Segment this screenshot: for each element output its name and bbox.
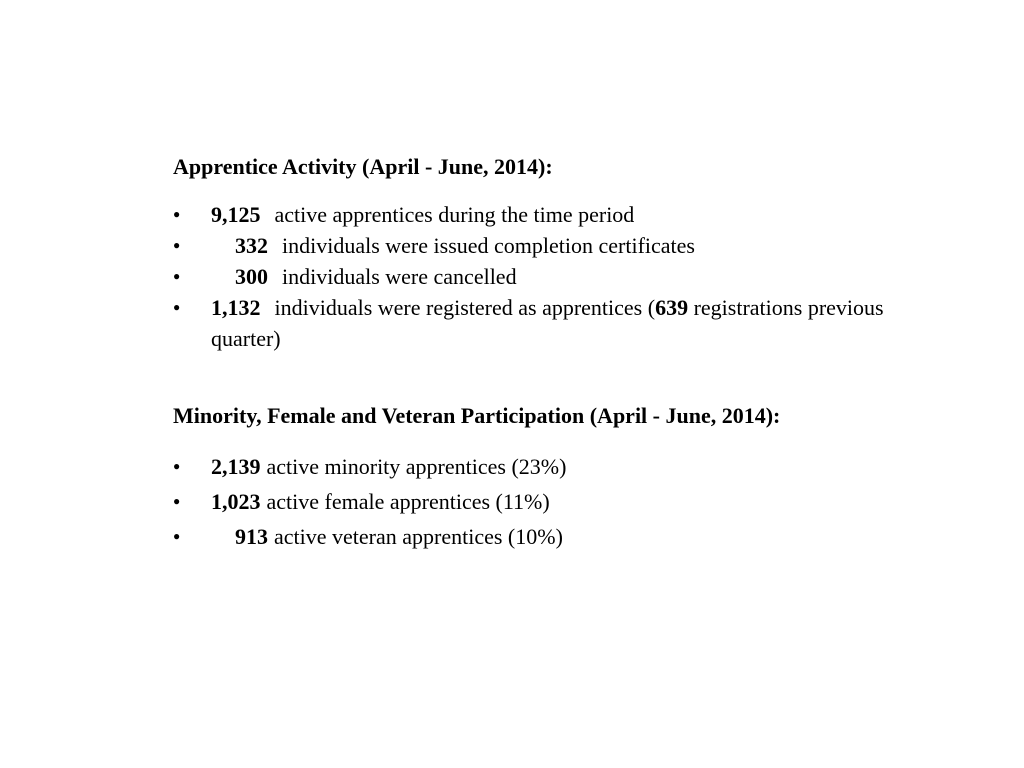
list-item [173, 230, 913, 261]
list-item-text: active veteran apprentices (10%) [274, 524, 563, 549]
list-item-text: registrations previous quarter) [211, 295, 884, 351]
list-item [173, 484, 913, 519]
list-item-text: active apprentices during the time period [274, 202, 635, 227]
bullet-icon: ● [173, 494, 181, 508]
list-item [173, 449, 913, 484]
list-item-text: active minority apprentices (23%) [266, 454, 567, 479]
list-item [173, 261, 913, 292]
bullet-icon: ● [173, 459, 181, 473]
list-item [173, 199, 913, 230]
list-item-text: individuals were cancelled [282, 264, 517, 289]
apprentice-activity-list [173, 199, 913, 354]
registered-count: 1,132 [211, 295, 261, 320]
participation-list [173, 449, 913, 554]
completion-certificates-count: 332 [235, 233, 268, 258]
female-count: 1,023 [211, 489, 261, 514]
active-apprentices-count: 9,125 [211, 202, 261, 227]
minority-count: 2,139 [211, 454, 261, 479]
bullet-icon: ● [173, 238, 181, 252]
previous-quarter-count: 639 [655, 295, 689, 320]
list-item-text: active female apprentices (11%) [266, 489, 550, 514]
list-item-text: individuals were issued completion certificates [282, 233, 695, 258]
list-item [173, 292, 913, 354]
bullet-icon: ● [173, 207, 181, 221]
list-item-text: individuals were registered as apprentices ( [274, 295, 656, 320]
veteran-count: 913 [235, 524, 268, 549]
cancelled-count: 300 [235, 264, 268, 289]
list-item [173, 519, 913, 554]
apprentice-activity-heading: Apprentice Activity (April - June, 2014): [173, 154, 553, 179]
bullet-icon: ● [173, 269, 181, 283]
participation-heading: Minority, Female and Veteran Participation (April - June, 2014): [173, 403, 781, 428]
bullet-icon: ● [173, 529, 181, 543]
bullet-icon: ● [173, 300, 181, 314]
